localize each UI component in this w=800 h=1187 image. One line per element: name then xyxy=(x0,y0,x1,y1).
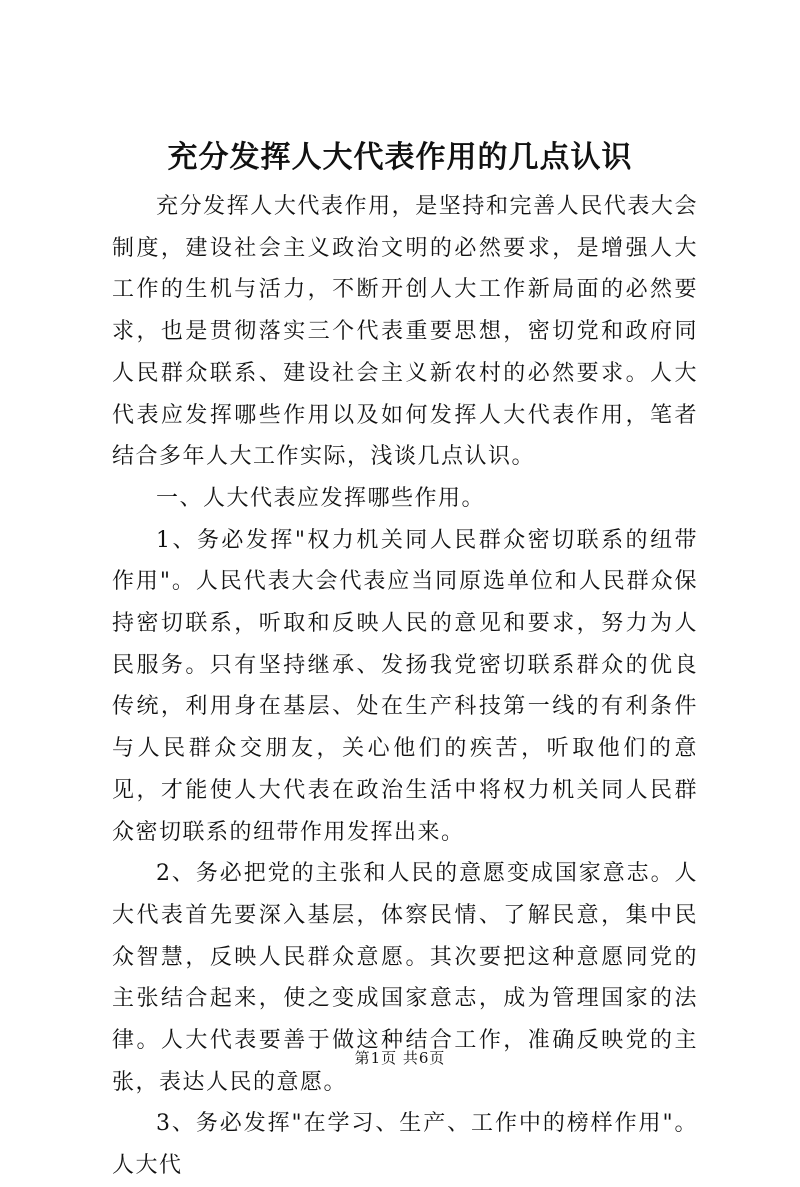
paragraph-section-heading: 一、人大代表应发挥哪些作用。 xyxy=(156,485,486,511)
paragraph-point-1: 1、务必发挥"权力机关同人民群众密切联系的纽带作用"。人民代表大会代表应当同原选单位和人民群众保持密切联系，听取和反映人民的意见和要求，努力为人民服务。只有坚持继承、发扬我党密切联系群众的优良传统，利用身在基层、处在生产科技第一线的有利条件与人民群众交朋友，关心他们的疾苦，听取他们的意见，才能使人大代表在政治生活中将权力机关同人民群众密切联系的纽带作用发挥出来。 xyxy=(112,527,698,845)
paragraph-intro: 充分发挥人大代表作用，是坚持和完善人民代表大会制度，建设社会主义政治文明的必然要求，是增强人大工作的生机与活力，不断开创人大工作新局面的必然要求，也是贯彻落实三个代表重要思想，密切党和政府同人民群众联系、建设社会主义新农村的必然要求。人大代表应发挥哪些作用以及如何发挥人大代表作用，笔者结合多年人大工作实际，浅谈几点认识。 xyxy=(112,194,698,470)
paragraph-point-2: 2、务必把党的主张和人民的意愿变成国家意志。人大代表首先要深入基层，体察民情、了解民意，集中民众智慧，反映人民群众意愿。其次要把这种意愿同党的主张结合起来，使之变成国家意志，成为管理国家的法律。人大代表要善于做这种结合工作，准确反映党的主张，表达人民的意愿。 xyxy=(112,861,698,1095)
page-number-footer: 第1页 共6页 xyxy=(354,1049,446,1067)
page-title: 充分发挥人大代表作用的几点认识 xyxy=(167,140,633,175)
document-body xyxy=(112,186,698,1187)
paragraph-point-3: 3、务必发挥"在学习、生产、工作中的榜样作用"。人大代 xyxy=(112,1111,698,1179)
